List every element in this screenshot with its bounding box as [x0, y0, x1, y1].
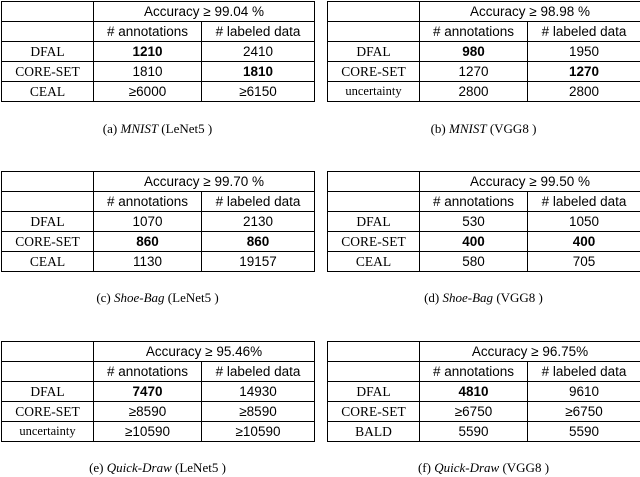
accuracy-header: Accuracy ≥ 99.70 %	[94, 172, 315, 192]
table-subheader-row	[2, 362, 315, 382]
labeled-cell: ≥10590	[202, 422, 315, 442]
results-table-b	[327, 1, 640, 102]
table-row	[2, 252, 315, 272]
col-annotations-header: # annotations	[420, 192, 528, 212]
corner-cell	[328, 362, 420, 382]
col-labeled-header: # labeled data	[528, 362, 640, 382]
accuracy-header: Accuracy ≥ 96.75%	[420, 342, 640, 362]
method-cell: BALD	[328, 422, 420, 442]
table-header-row	[2, 342, 315, 362]
accuracy-header: Accuracy ≥ 99.50 %	[420, 172, 640, 192]
col-annotations-header: # annotations	[94, 22, 202, 42]
results-table-f	[327, 341, 640, 442]
results-table-d	[327, 171, 640, 272]
method-cell: CORE-SET	[328, 62, 420, 82]
labeled-cell: 1050	[528, 212, 640, 232]
table-row	[328, 42, 640, 62]
table-header-row	[2, 172, 315, 192]
annotations-cell: 1810	[94, 62, 202, 82]
labeled-cell	[528, 62, 640, 82]
table-subheader-row	[328, 22, 640, 42]
labeled-cell: 14930	[202, 382, 315, 402]
caption-label: (d)	[424, 290, 440, 305]
corner-cell	[2, 172, 94, 192]
corner-cell	[328, 172, 420, 192]
corner-cell	[2, 362, 94, 382]
annotations-cell: 1270	[420, 62, 528, 82]
caption-dataset: MNIST	[120, 121, 159, 136]
caption-model: (LeNet5 )	[161, 121, 213, 136]
labeled-cell: 5590	[528, 422, 640, 442]
annotations-cell: ≥6000	[94, 82, 202, 102]
caption-dataset: Shoe-Bag	[114, 290, 165, 305]
table-subheader-row	[328, 362, 640, 382]
labeled-cell	[202, 62, 315, 82]
method-cell: uncertainty	[2, 422, 94, 442]
caption-label: (e)	[89, 460, 104, 475]
table-row	[2, 422, 315, 442]
corner-cell	[328, 22, 420, 42]
table-panel-d	[327, 171, 640, 272]
table-row	[328, 422, 640, 442]
labeled-cell: ≥8590	[202, 402, 315, 422]
annotations-cell: 1070	[94, 212, 202, 232]
method-cell: DFAL	[2, 212, 94, 232]
accuracy-header: Accuracy ≥ 95.46%	[94, 342, 315, 362]
caption-model: (LeNet5 )	[175, 460, 226, 475]
table-panel-a	[1, 1, 314, 102]
method-cell: DFAL	[328, 382, 420, 402]
table-header-row	[2, 2, 315, 22]
method-cell: uncertainty	[328, 82, 420, 102]
table-header-row	[328, 2, 640, 22]
labeled-cell: 9610	[528, 382, 640, 402]
annotations-cell: 1130	[94, 252, 202, 272]
table-row	[328, 402, 640, 422]
caption-f	[327, 460, 640, 476]
method-cell: CORE-SET	[328, 232, 420, 252]
labeled-cell: ≥6750	[528, 402, 640, 422]
annotations-cell: ≥6750	[420, 402, 528, 422]
corner-cell	[2, 2, 94, 22]
method-cell: CORE-SET	[2, 402, 94, 422]
col-labeled-header: # labeled data	[528, 22, 640, 42]
annotations-cell	[94, 232, 202, 252]
annotations-cell	[420, 232, 528, 252]
caption-dataset: Quick-Draw	[106, 460, 172, 475]
method-cell: DFAL	[2, 42, 94, 62]
method-cell: CORE-SET	[2, 232, 94, 252]
annotations-cell	[94, 42, 202, 62]
labeled-value: 1810	[242, 64, 274, 79]
caption-d	[327, 290, 640, 306]
table-header-row	[328, 172, 640, 192]
annotations-cell	[94, 382, 202, 402]
caption-dataset: MNIST	[449, 121, 487, 136]
table-row	[2, 82, 315, 102]
col-annotations-header: # annotations	[94, 192, 202, 212]
annotations-value: 1210	[132, 44, 163, 59]
annotations-cell	[420, 42, 528, 62]
caption-e	[1, 460, 314, 476]
results-table-c	[1, 171, 315, 272]
annotations-cell: 5590	[420, 422, 528, 442]
table-row	[2, 42, 315, 62]
corner-cell	[2, 342, 94, 362]
caption-label: (a)	[102, 121, 118, 136]
table-row	[328, 82, 640, 102]
table-subheader-row	[2, 192, 315, 212]
annotations-cell: ≥8590	[94, 402, 202, 422]
corner-cell	[328, 2, 420, 22]
caption-c	[1, 290, 314, 306]
labeled-cell	[202, 232, 315, 252]
caption-model: (VGG8 )	[489, 121, 537, 136]
annotations-value: 860	[136, 234, 159, 249]
col-annotations-header: # annotations	[420, 22, 528, 42]
labeled-cell: 19157	[202, 252, 315, 272]
table-row	[328, 212, 640, 232]
annotations-value: 4810	[458, 384, 489, 399]
annotations-cell: ≥10590	[94, 422, 202, 442]
method-cell: CEAL	[328, 252, 420, 272]
annotations-cell: 2800	[420, 82, 528, 102]
method-cell: CEAL	[2, 252, 94, 272]
table-panel-e	[1, 341, 314, 442]
annotations-value: 7470	[132, 384, 163, 399]
table-row	[328, 252, 640, 272]
accuracy-header: Accuracy ≥ 99.04 %	[94, 2, 315, 22]
corner-cell	[328, 192, 420, 212]
col-annotations-header: # annotations	[94, 362, 202, 382]
table-row	[2, 62, 315, 82]
corner-cell	[2, 192, 94, 212]
table-panel-b	[327, 1, 640, 102]
col-annotations-header: # annotations	[420, 362, 528, 382]
caption-model: (VGG8 )	[502, 460, 550, 475]
caption-label: (b)	[430, 121, 446, 136]
labeled-cell: 705	[528, 252, 640, 272]
table-header-row	[328, 342, 640, 362]
col-labeled-header: # labeled data	[202, 22, 315, 42]
table-subheader-row	[328, 192, 640, 212]
method-cell: DFAL	[2, 382, 94, 402]
col-labeled-header: # labeled data	[202, 192, 315, 212]
accuracy-header: Accuracy ≥ 98.98 %	[420, 2, 640, 22]
labeled-value: 860	[246, 234, 270, 249]
table-row	[328, 382, 640, 402]
caption-b	[327, 121, 640, 137]
table-subheader-row	[2, 22, 315, 42]
labeled-cell: 2130	[202, 212, 315, 232]
table-row	[328, 232, 640, 252]
annotations-cell: 530	[420, 212, 528, 232]
annotations-value: 400	[462, 234, 485, 249]
table-panel-f	[327, 341, 640, 442]
results-table-e	[1, 341, 315, 442]
table-row	[2, 402, 315, 422]
labeled-cell: 2800	[528, 82, 640, 102]
corner-cell	[2, 22, 94, 42]
labeled-value: 400	[572, 234, 596, 249]
table-row	[328, 62, 640, 82]
results-table-a	[1, 1, 315, 102]
table-row	[2, 382, 315, 402]
labeled-cell	[528, 232, 640, 252]
labeled-cell: 1950	[528, 42, 640, 62]
labeled-cell: 2410	[202, 42, 315, 62]
labeled-value: 1270	[568, 64, 600, 79]
caption-a	[1, 121, 314, 137]
table-panel-c	[1, 171, 314, 272]
caption-model: (LeNet5 )	[167, 290, 219, 305]
method-cell: DFAL	[328, 212, 420, 232]
caption-label: (f)	[417, 460, 431, 475]
method-cell: CORE-SET	[2, 62, 94, 82]
method-cell: CORE-SET	[328, 402, 420, 422]
corner-cell	[328, 342, 420, 362]
annotations-cell	[420, 382, 528, 402]
method-cell: DFAL	[328, 42, 420, 62]
labeled-cell: ≥6150	[202, 82, 315, 102]
caption-label: (c)	[96, 290, 111, 305]
caption-dataset: Shoe-Bag	[442, 290, 494, 305]
caption-dataset: Quick-Draw	[434, 460, 500, 475]
caption-model: (VGG8 )	[496, 290, 543, 305]
method-cell: CEAL	[2, 82, 94, 102]
col-labeled-header: # labeled data	[528, 192, 640, 212]
annotations-cell: 580	[420, 252, 528, 272]
col-labeled-header: # labeled data	[202, 362, 315, 382]
annotations-value: 980	[462, 44, 485, 59]
table-row	[2, 212, 315, 232]
table-row	[2, 232, 315, 252]
